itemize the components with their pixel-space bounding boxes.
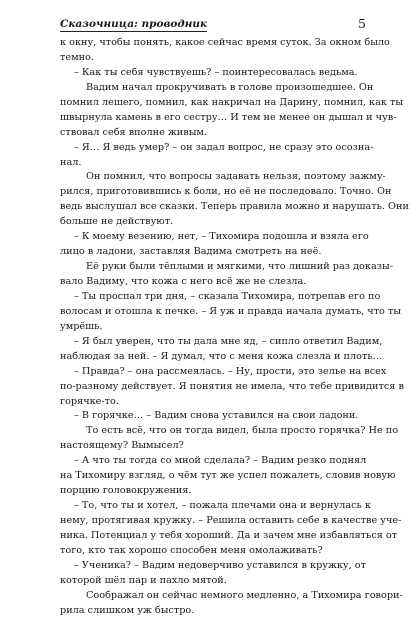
text-line: горячке-то.	[60, 395, 119, 407]
text-line: швырнула камень в его сестру… И тем не менее он дышал и чув-	[60, 111, 397, 123]
text-line: ведь выслушал все сказки. Теперь правила можно и нарушать. Они	[60, 201, 409, 213]
text-line: рился, приготовившись к боли, но её не последовало. Точно. Он	[60, 186, 392, 198]
text-line: – Ты проспал три дня, – сказала Тихомира, потрепав его по	[74, 290, 381, 302]
body-text	[60, 36, 409, 619]
text-line: – А что ты тогда со мной сделала? – Вадим резко поднял	[74, 455, 367, 467]
text-line: – Как ты себя чувствуешь? – поинтересовалась ведьма.	[74, 66, 358, 78]
text-line: – То, что ты и хотел, – пожала плечами она и вернулась к	[74, 500, 371, 512]
text-line: волосам и отошла к печке. – Я уж и правда начала думать, что ты	[60, 305, 402, 317]
text-line: – Правда? – она рассмеялась. – Ну, прости, это зелье на всех	[74, 365, 387, 377]
text-line: по-разному действует. Я понятия не имела, что тебе привидится в	[60, 380, 404, 392]
text-line: наблюдая за ней. – Я думал, что с меня кожа слезла и плоть…	[60, 350, 383, 362]
text-line: умрёшь.	[60, 320, 103, 332]
running-title: Сказочница: проводник	[60, 18, 208, 30]
text-line: к окну, чтобы понять, какое сейчас время суток. За окном было	[60, 37, 390, 48]
text-line: нал.	[60, 156, 82, 168]
text-line: – В горячке… – Вадим снова уставился на свои ладони.	[74, 410, 359, 422]
text-line: Он помнил, что вопросы задавать нельзя, поэтому зажму-	[86, 171, 386, 183]
text-line: рила слишком уж быстро.	[60, 604, 195, 616]
text-line: То есть всё, что он тогда видел, была просто горячка? Не по	[86, 425, 399, 437]
page-number: 5	[358, 16, 366, 31]
text-line: – К моему везению, нет, – Тихомира подошла и взяла его	[74, 231, 369, 243]
text-line: настоящему? Вымысел?	[60, 440, 184, 452]
text-line: ствовал себя вполне живым.	[60, 126, 208, 138]
text-line: – Ученика? – Вадим недоверчиво уставился в кружку, от	[74, 559, 366, 571]
text-line: – Я… Я ведь умер? – он задал вопрос, не сразу это осозна-	[74, 141, 374, 153]
text-line: вало Вадиму, что кожа с него всё же не слезла.	[60, 276, 307, 287]
text-line: больше не действуют.	[60, 216, 174, 228]
text-line: порцию головокружения.	[60, 485, 192, 497]
text-line: лицо в ладони, заставляя Вадима смотреть на неё.	[60, 246, 322, 258]
text-line: на Тихомиру взгляд, о чём тут же успел пожалеть, словив новую	[60, 470, 396, 482]
text-line: Вадим начал прокручивать в голове произошедшее. Он	[86, 81, 374, 93]
page-header	[60, 18, 366, 34]
text-line: темно.	[60, 51, 94, 63]
text-line: Соображал он сейчас немного медленно, а Тихомира говори-	[86, 589, 403, 601]
text-line: – Я был уверен, что ты дала мне яд, – сипло ответил Вадим,	[74, 335, 383, 347]
text-line: того, кто так хорошо способен меня омолаживать?	[60, 544, 323, 556]
text-line: которой шёл пар и пахло мятой.	[60, 574, 227, 586]
text-line: Её руки были тёплыми и мягкими, что лишний раз доказы-	[86, 261, 393, 273]
text-line: помнил лешего, помнил, как накричал на Дарину, помнил, как ты	[60, 96, 404, 108]
text-line: ника. Потенциал у тебя хороший. Да и зачем мне избавляться от	[60, 529, 398, 541]
text-line: нему, протягивая кружку. – Решила оставить себе в качестве уче-	[60, 515, 402, 526]
